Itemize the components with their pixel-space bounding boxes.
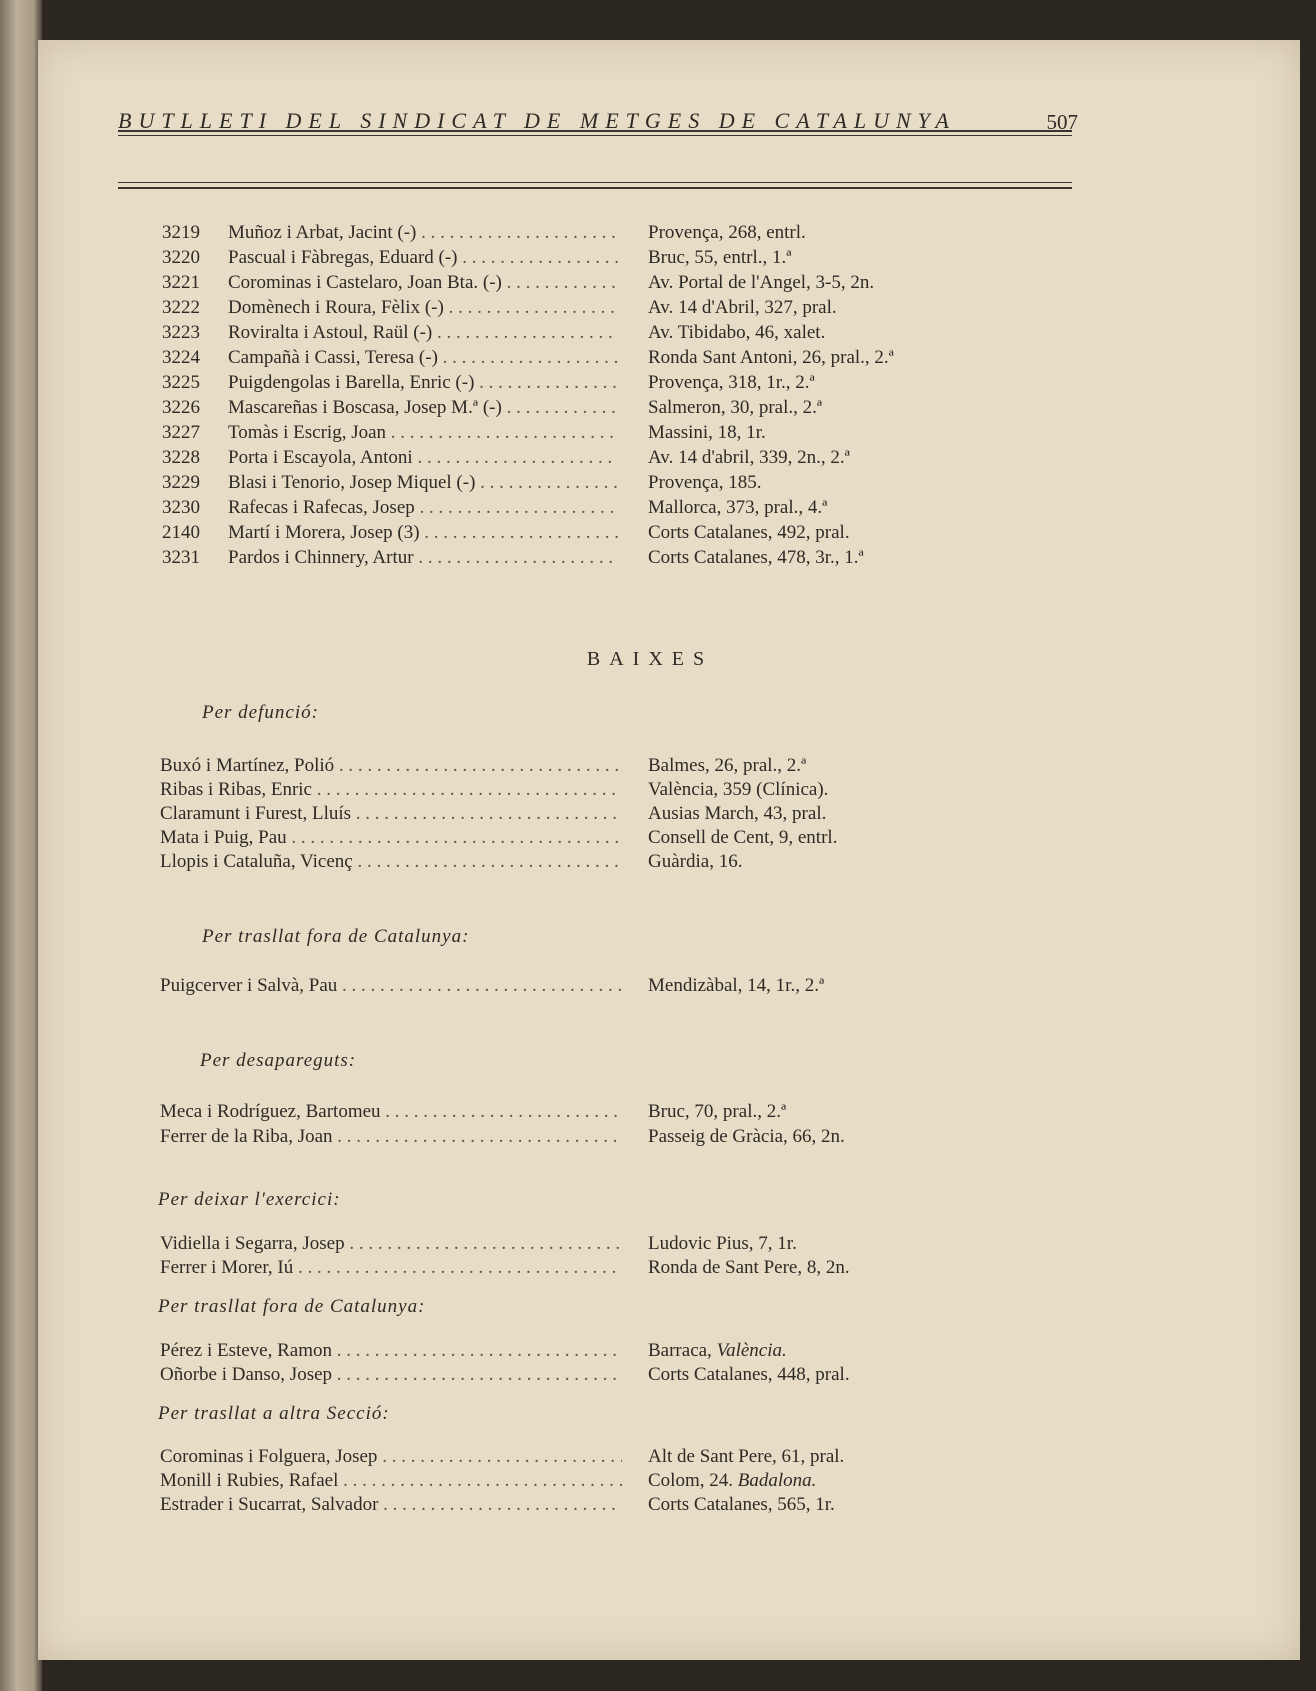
member-address: Mendizàbal, 14, 1r., 2.ª (648, 975, 825, 996)
member-number: 3219 (162, 222, 200, 243)
member-address: Ronda Sant Antoni, 26, pral., 2.ª (648, 347, 894, 368)
member-name: Puigdengolas i Barella, Enric (-) . . . (228, 372, 618, 394)
member-address: Corts Catalanes, 565, 1r. (648, 1494, 835, 1515)
member-number: 3226 (162, 397, 200, 418)
member-address: Av. 14 d'Abril, 327, pral. (648, 297, 837, 318)
member-name: Puigcerver i Salvà, Pau . . . (160, 975, 622, 997)
address-text: Colom, 24. (648, 1470, 733, 1491)
member-address: Provença, 318, 1r., 2.ª (648, 372, 815, 393)
running-header-title: BUTLLETI DEL SINDICAT DE METGES DE CATALUNYA (118, 108, 956, 133)
member-address: Provença, 268, entrl. (648, 222, 806, 243)
member-number: 3222 (162, 297, 200, 318)
member-name: Domènech i Roura, Fèlix (-) . . . (228, 297, 618, 319)
member-address (648, 1340, 978, 1362)
member-name: Buxó i Martínez, Polió . . . (160, 755, 622, 777)
member-number: 3230 (162, 497, 200, 518)
member-name: Pérez i Esteve, Ramon . . . (160, 1340, 622, 1362)
member-number: 3227 (162, 422, 200, 443)
header-rule-top-thin (118, 135, 1072, 136)
header-rule-bottom (118, 187, 1072, 189)
member-address: Av. Portal de l'Angel, 3-5, 2n. (648, 272, 875, 293)
group-heading: Per trasllat a altra Secció: (158, 1403, 390, 1424)
member-name: Llopis i Cataluña, Vicenç . . . (160, 851, 622, 873)
member-name: Vidiella i Segarra, Josep . . . (160, 1233, 622, 1255)
member-name: Estrader i Sucarrat, Salvador . . . (160, 1494, 622, 1516)
section-title: BAIXES (586, 648, 714, 670)
member-name: Porta i Escayola, Antoni . . . (228, 447, 618, 469)
member-name: Roviralta i Astoul, Raül (-) . . . (228, 322, 618, 344)
member-name: Corominas i Castelaro, Joan Bta. (-) . . . (228, 272, 618, 294)
member-name: Ferrer de la Riba, Joan . . . (160, 1126, 622, 1148)
member-address: Passeig de Gràcia, 66, 2n. (648, 1126, 845, 1147)
address-city: Badalona. (737, 1470, 817, 1491)
member-name: Blasi i Tenorio, Josep Miquel (-) . . . (228, 472, 618, 494)
member-address: València, 359 (Clínica). (648, 779, 829, 800)
member-name: Claramunt i Furest, Lluís . . . (160, 803, 622, 825)
member-address (648, 1470, 978, 1492)
member-address: Ludovic Pius, 7, 1r. (648, 1233, 797, 1254)
member-name: Oñorbe i Danso, Josep . . . (160, 1364, 622, 1386)
member-address: Alt de Sant Pere, 61, pral. (648, 1446, 845, 1467)
member-name: Tomàs i Escrig, Joan . . . (228, 422, 618, 444)
group-heading: Per deixar l'exercici: (158, 1189, 341, 1210)
member-name: Campañà i Cassi, Teresa (-) . . . (228, 347, 618, 369)
member-address: Provença, 185. (648, 472, 762, 493)
member-address: Salmeron, 30, pral., 2.ª (648, 397, 823, 418)
address-text: Barraca, (648, 1340, 712, 1361)
member-name: Mascareñas i Boscasa, Josep M.ª (-) . . . (228, 397, 618, 419)
group-heading: Per trasllat fora de Catalunya: (202, 926, 470, 947)
member-number: 3228 (162, 447, 200, 468)
group-heading: Per trasllat fora de Catalunya: (158, 1296, 426, 1317)
member-number: 3221 (162, 272, 200, 293)
member-number: 3225 (162, 372, 200, 393)
member-name: Pardos i Chinnery, Artur . . . (228, 547, 618, 569)
facing-page-edge (0, 0, 42, 1691)
member-number: 3220 (162, 247, 200, 268)
member-name: Corominas i Folguera, Josep . . . (160, 1446, 622, 1468)
member-address: Corts Catalanes, 478, 3r., 1.ª (648, 547, 864, 568)
member-address: Av. Tibidabo, 46, xalet. (648, 322, 826, 343)
member-number: 3223 (162, 322, 200, 343)
member-name: Monill i Rubies, Rafael . . . (160, 1470, 622, 1492)
address-city: València. (716, 1340, 787, 1361)
member-address: Massini, 18, 1r. (648, 422, 766, 443)
member-address: Balmes, 26, pral., 2.ª (648, 755, 807, 776)
member-address: Consell de Cent, 9, entrl. (648, 827, 838, 848)
member-address: Bruc, 55, entrl., 1.ª (648, 247, 792, 268)
member-address: Guàrdia, 16. (648, 851, 743, 872)
member-address: Corts Catalanes, 448, pral. (648, 1364, 850, 1385)
member-address: Ronda de Sant Pere, 8, 2n. (648, 1257, 850, 1278)
member-name: Mata i Puig, Pau . . . (160, 827, 622, 849)
header-rule-bottom-thin (118, 182, 1072, 183)
member-name: Meca i Rodríguez, Bartomeu . . . (160, 1101, 622, 1123)
member-address: Mallorca, 373, pral., 4.ª (648, 497, 828, 518)
member-name: Rafecas i Rafecas, Josep . . . (228, 497, 618, 519)
member-name: Pascual i Fàbregas, Eduard (-) . . . (228, 247, 618, 269)
member-name: Martí i Morera, Josep (3) . . . (228, 522, 618, 544)
member-address: Av. 14 d'abril, 339, 2n., 2.ª (648, 447, 850, 468)
member-address: Bruc, 70, pral., 2.ª (648, 1101, 787, 1122)
group-heading: Per defunció: (202, 702, 319, 723)
group-heading: Per desapareguts: (200, 1050, 357, 1071)
member-name: Muñoz i Arbat, Jacint (-) . . . (228, 222, 618, 244)
member-address: Corts Catalanes, 492, pral. (648, 522, 850, 543)
member-name: Ferrer i Morer, Iú . . . (160, 1257, 622, 1279)
member-name: Ribas i Ribas, Enric . . . (160, 779, 622, 801)
member-number: 3229 (162, 472, 200, 493)
page-number: 507 (1046, 110, 1078, 134)
member-number: 3224 (162, 347, 200, 368)
member-address: Ausias March, 43, pral. (648, 803, 827, 824)
member-number: 2140 (162, 522, 200, 543)
member-number: 3231 (162, 547, 200, 568)
